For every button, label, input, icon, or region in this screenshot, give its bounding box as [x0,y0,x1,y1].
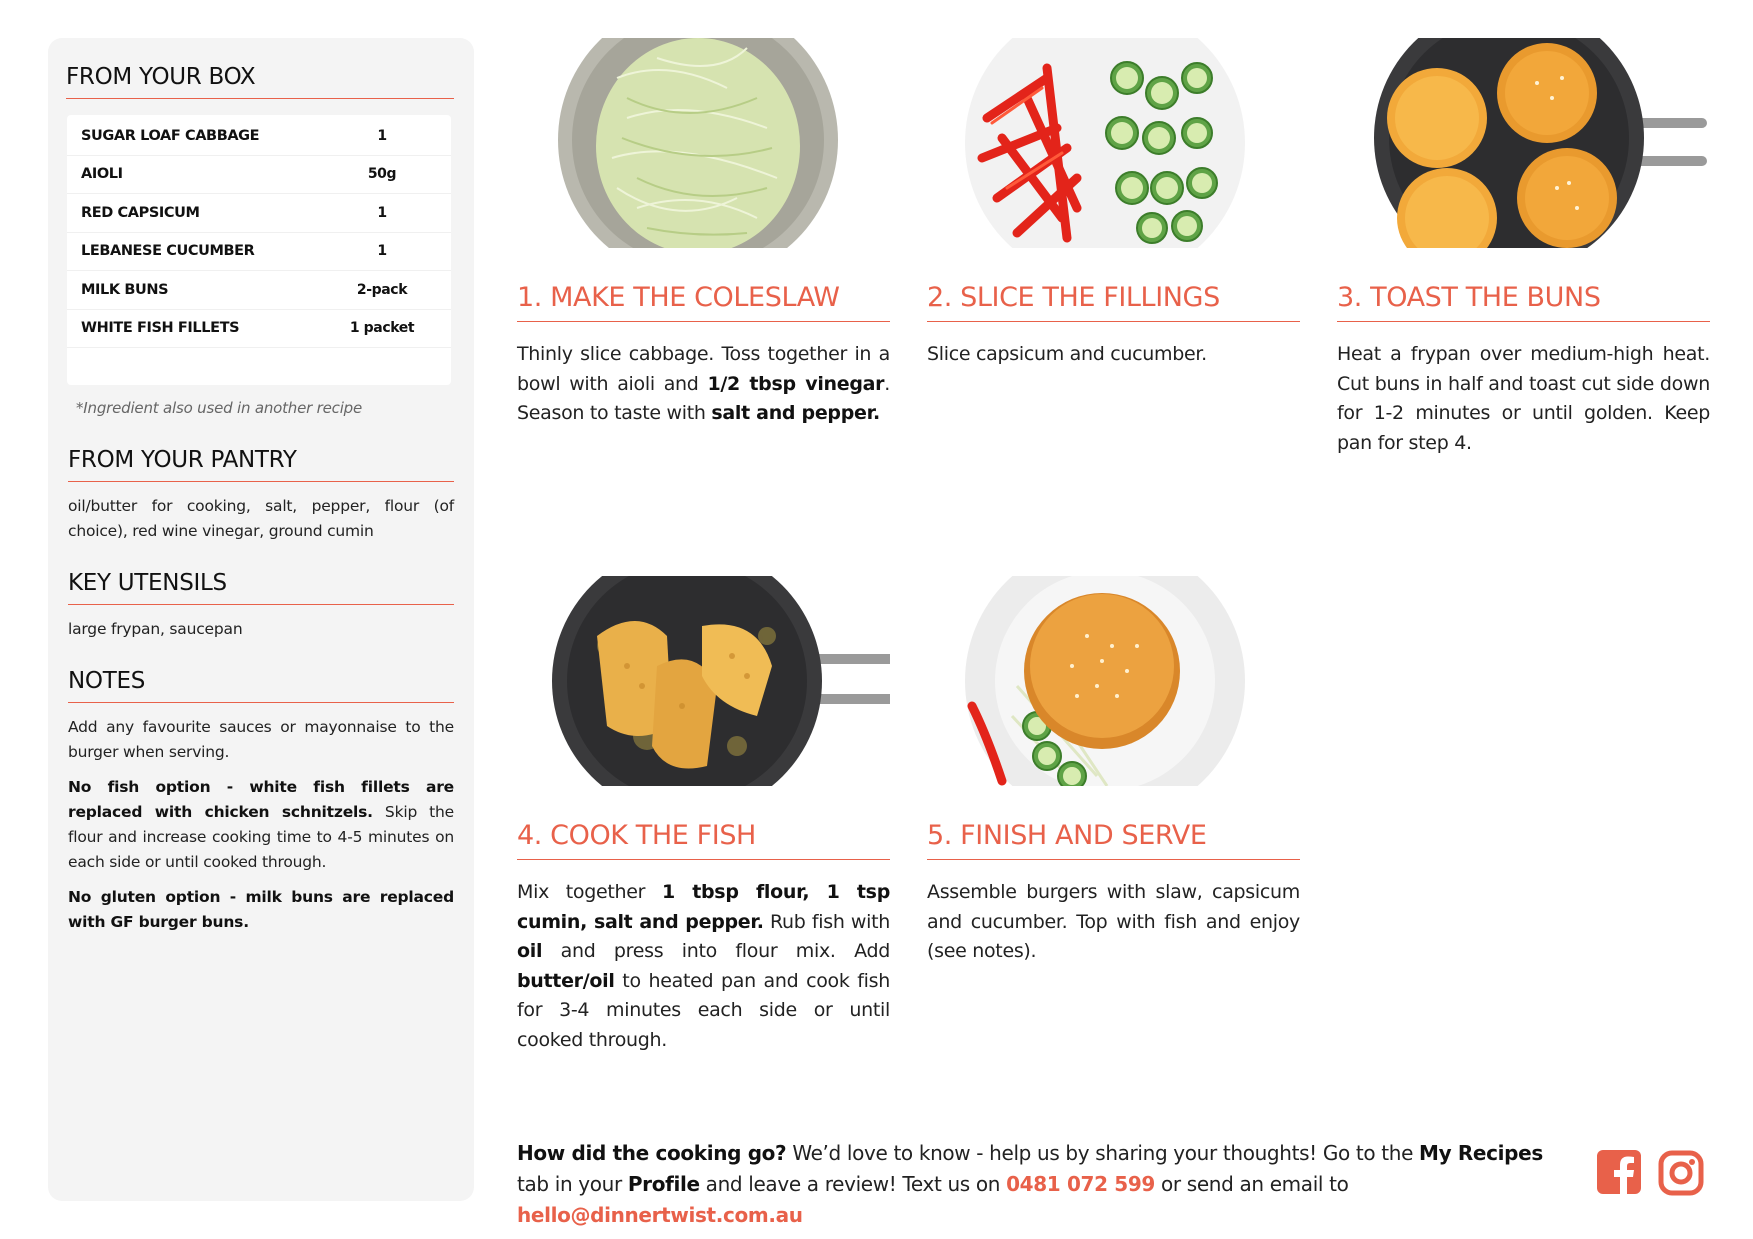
step-title: 3. TOAST THE BUNS [1337,282,1710,322]
utensils-heading: KEY UTENSILS [68,570,454,605]
step-text-part: Heat a frypan over medium-high heat. Cut buns in half and toast cut side down for 1-2 minutes or until golden. Keep pan for step 4. [1337,343,1710,454]
ingredient-qty: 1 [377,243,387,260]
step-title: 2. SLICE THE FILLINGS [927,282,1300,322]
table-row [67,194,451,233]
fish-photo [517,576,890,786]
ingredient-qty: 1 [377,127,387,144]
ingredients-sidebar [48,38,474,1201]
fillings-photo [927,38,1300,248]
step-title: 1. MAKE THE COLESLAW [517,282,890,322]
step-text-part: and press into flour mix. Add [542,940,890,962]
step-text-part: to heated pan and cook fish for 3-4 minutes each side or until cooked through. [517,969,890,1051]
notes-bold: No gluten option - milk buns are replaced with GF burger buns. [68,888,454,931]
step-text-bold: salt and pepper. [711,402,880,424]
table-row [67,310,451,349]
step-text-bold: 1/2 tbsp vinegar [707,372,885,395]
pantry-heading: FROM YOUR PANTRY [68,447,454,482]
step-3 [1337,38,1710,458]
footer-text: and leave a review! Text us on [699,1172,1007,1196]
step-text [927,878,1300,967]
buns-photo [1337,38,1710,248]
notes-section [68,668,454,935]
step-2 [927,38,1300,370]
notes-paragraph [68,885,454,935]
step-title: 5. FINISH AND SERVE [927,820,1300,860]
notes-bold: No fish option - white fish fillets are replaced with chicken schnitzels. [68,778,454,821]
table-row [67,233,451,272]
step-text-part: . Season to taste with [517,372,890,424]
ingredient-table [67,115,451,385]
feedback-footer [517,1138,1567,1231]
footer-text: We’d love to know - help us by sharing your thoughts! Go to the [786,1141,1420,1165]
step-text-part: Assemble burgers with slaw, capsicum and cucumber. Top with fish and enjoy (see notes). [927,881,1300,962]
ingredient-footnote: *Ingredient also used in another recipe [76,399,363,417]
notes-paragraph [68,775,454,875]
ingredient-qty: 2-pack [356,281,408,298]
utensils-section [68,570,454,642]
ingredient-qty: 1 [377,204,387,221]
ingredient-name: WHITE FISH FILLETS [81,320,240,337]
step-text [927,340,1300,370]
step-1 [517,38,890,429]
step-title: 4. COOK THE FISH [517,820,890,860]
footer-text: tab in your [517,1172,628,1196]
ingredient-qty: 1 packet [349,320,415,337]
ingredient-name: RED CAPSICUM [81,204,200,221]
notes-text: Skip the flour and increase cooking time to 4-5 minutes on each side or until cooked through. [68,803,454,871]
utensils-text: large frypan, saucepan [68,620,243,638]
step-text-part: Mix together [517,881,662,903]
ingredient-name: AIOLI [81,166,123,183]
step-text [1337,340,1710,458]
table-row [67,271,451,310]
email-link[interactable]: hello@dinnertwist.com.au [517,1203,803,1227]
ingredient-name: LEBANESE CUCUMBER [81,243,255,260]
profile-link[interactable]: Profile [627,1172,700,1196]
table-row [67,117,451,156]
burger-photo [927,576,1300,786]
step-text-bold: 1 tbsp flour, 1 tsp cumin, salt and pepper. [517,881,890,933]
phone-link[interactable]: 0481 072 599 [1006,1172,1155,1196]
step-text [517,878,890,1055]
facebook-icon[interactable] [1597,1150,1641,1198]
feedback-question: How did the cooking go? [517,1141,787,1165]
step-text-part: Thinly slice cabbage. Toss together in a bowl with aioli and [517,343,890,395]
from-box-heading: FROM YOUR BOX [66,64,454,99]
notes-heading: NOTES [68,668,454,703]
ingredient-name: MILK BUNS [81,281,169,298]
my-recipes-link[interactable]: My Recipes [1419,1141,1543,1165]
step-text-bold: butter/oil [517,969,615,992]
notes-paragraph: Add any favourite sauces or mayonnaise to the burger when serving. [68,718,454,761]
ingredient-name: SUGAR LOAF CABBAGE [81,127,260,144]
coleslaw-photo [517,38,890,248]
ingredient-qty: 50g [367,166,397,183]
step-text-bold: oil [517,940,543,962]
footer-text: or send an email to [1154,1172,1349,1196]
table-row [67,156,451,195]
step-text-part: Rub fish with [763,910,891,933]
pantry-text: oil/butter for cooking, salt, pepper, flour (of choice), red wine vinegar, ground cumin [68,497,454,540]
step-4 [517,576,890,1055]
step-text-part: Slice capsicum and cucumber. [927,343,1207,365]
instagram-icon[interactable] [1658,1150,1704,1200]
step-text [517,340,890,429]
step-5 [927,576,1300,967]
pantry-section [68,447,454,544]
